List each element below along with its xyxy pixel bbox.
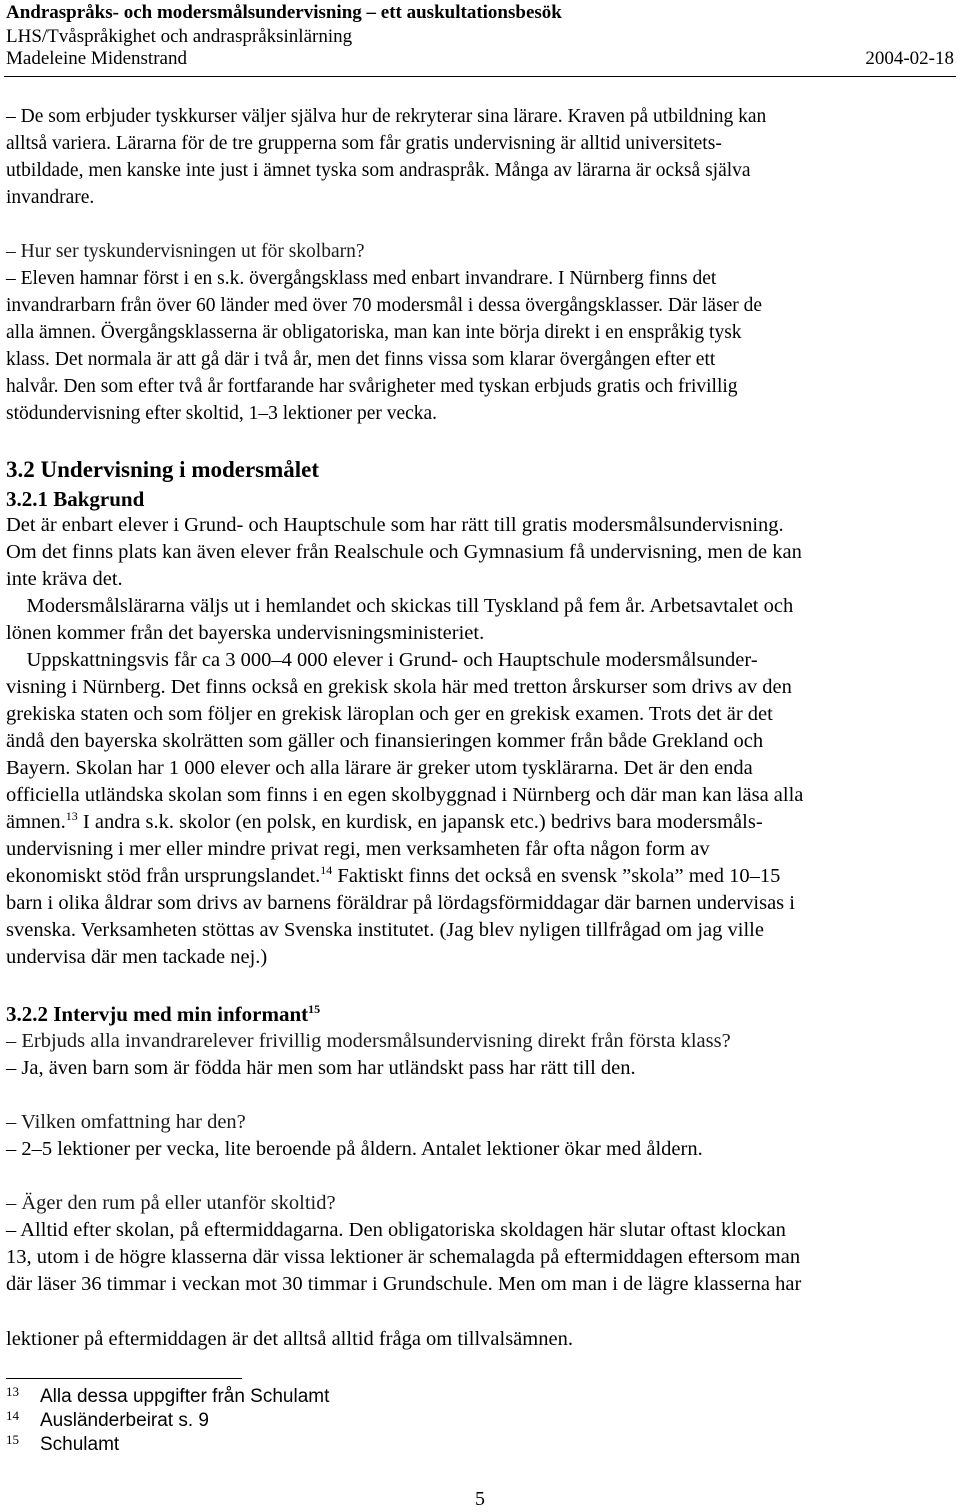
body-line: inte kräva det. [6,568,123,590]
body-line: klass. Det normala är att gå där i två år, men det finns vissa som klarar övergången efter ett [6,349,716,370]
footnote-rule [6,1378,242,1379]
document-date: 2004-02-18 [865,48,954,69]
body-line: undervisa där men tackade nej.) [6,946,268,968]
body-line: visning i Nürnberg. Det finns också en grekisk skola här med tretton årskurser som drivs av den [6,676,792,698]
answer-line: – Alltid efter skolan, på eftermiddagarna. Den obligatoriska skoldagen här slutar oftast klockan [6,1219,786,1241]
footnote [6,1410,209,1432]
body-line: alla ämnen. Övergångsklasserna är obligatoriska, man kan inte börja direkt i en enspråkig tysk [6,322,742,343]
footnote-text: Schulamt [40,1434,120,1455]
body-line: – De som erbjuder tyskkurser väljer själva hur de rekryterar sina lärare. Kraven på utbildning kan [6,106,767,127]
body-line: lönen kommer från det bayerska undervisningsministeriet. [6,622,485,644]
body-line: – Eleven hamnar först i en s.k. övergångsklass med enbart invandrare. I Nürnberg finns det [6,268,717,289]
subsection-heading [6,1002,320,1027]
body-line [6,811,763,834]
body-line: invandrare. [6,187,95,208]
question-line: – Erbjuds alla invandrarelever frivillig modersmålsundervisning direkt från första klass? [6,1030,731,1052]
footnote-number: 15 [6,1432,19,1447]
footnote-ref-14[interactable]: 14 [320,863,333,878]
body-line: Modersmålslärarna väljs ut i hemlandet och skickas till Tyskland på fem år. Arbetsavtalet och [6,595,794,617]
text-run: ämnen. [6,811,66,833]
body-line: invandrarbarn från över 60 länder med över 70 modersmål i dessa övergångsklasser. Där läser de [6,295,763,316]
body-line: stödundervisning efter skoltid, 1–3 lektioner per vecka. [6,403,438,424]
page-number: 5 [475,1488,485,1510]
footnote-ref-15[interactable]: 15 [308,1002,321,1016]
footnote [6,1386,329,1408]
body-line: svenska. Verksamheten stöttas av Svenska institutet. (Jag blev nyligen tillfrågad om jag ville [6,919,764,941]
body-line: utbildade, men kanske inte just i ämnet tyska som andraspråk. Många av lärarna är också själva [6,160,751,181]
header-rule [4,76,956,77]
text-run: ekonomiskt stöd från ursprungslandet. [6,865,321,887]
body-line: Det är enbart elever i Grund- och Hauptschule som har rätt till gratis modersmålsundervisning. [6,514,784,536]
document-title: Andraspråks- och modersmålsundervisning – ett auskultationsbesök [6,2,562,23]
author-name: Madeleine Midenstrand [6,48,187,69]
body-line: ändå den bayerska skolrätten som gäller och finansieringen kommer från både Grekland och [6,730,764,752]
body-line: Bayern. Skolan har 1 000 elever och alla lärare är greker utom tysklärarna. Det är den enda [6,757,753,779]
course-name: LHS/Tvåspråkighet och andraspråksinlärning [6,26,353,47]
body-line: grekiska staten och som följer en grekisk läroplan och ger en grekisk examen. Trots det är det [6,703,773,725]
footnote-text: Alla dessa uppgifter från Schulamt [40,1386,330,1407]
section-heading: 3.2 Undervisning i modersmålet [6,457,320,482]
body-line [6,865,780,888]
footnote-number: 13 [6,1384,19,1399]
answer-line: – Ja, även barn som är födda här men som har utländskt pass har rätt till den. [6,1057,636,1079]
body-line: barn i olika åldrar som drivs av barnens föräldrar på lördagsförmiddagar där barnen undervisas i [6,892,795,914]
footnote [6,1434,119,1456]
question-line: – Hur ser tyskundervisningen ut för skolbarn? [6,241,365,262]
question-line: – Äger den rum på eller utanför skoltid? [6,1192,336,1214]
subsection-title: 3.2.2 Intervju med min informant [6,1002,309,1026]
body-line: alltså variera. Lärarna för de tre grupperna som får gratis undervisning är alltid universitets- [6,133,722,154]
answer-line: lektioner på eftermiddagen är det alltså alltid fråga om tillvalsämnen. [6,1328,573,1350]
footnote-text: Ausländerbeirat s. 9 [40,1410,209,1431]
footnote-number: 14 [6,1408,19,1423]
body-line: undervisning i mer eller mindre privat regi, men verksamheten får ofta någon form av [6,838,710,860]
footnote-ref-13[interactable]: 13 [65,809,78,824]
text-run: I andra s.k. skolor (en polsk, en kurdisk, en japansk etc.) bedrivs bara modersmåls- [77,811,763,833]
answer-line: där läser 36 timmar i veckan mot 30 timmar i Grundschule. Men om man i de lägre klasserna har [6,1273,802,1295]
body-line: Om det finns plats kan även elever från Realschule och Gymnasium få undervisning, men de kan [6,541,802,563]
body-line: halvår. Den som efter två år fortfarande har svårigheter med tyskan erbjuds gratis och frivillig [6,376,738,397]
subsection-heading: 3.2.1 Bakgrund [6,487,145,511]
answer-line: – 2–5 lektioner per vecka, lite beroende på åldern. Antalet lektioner ökar med åldern. [6,1138,703,1160]
text-run: Faktiskt finns det också en svensk ”skola” med 10–15 [332,865,781,887]
question-line: – Vilken omfattning har den? [6,1111,246,1133]
body-line: officiella utländska skolan som finns i en egen skolbyggnad i Nürnberg och där man kan läsa alla [6,784,804,806]
body-line: Uppskattningsvis får ca 3 000–4 000 elever i Grund- och Hauptschule modersmålsunder- [6,649,758,671]
answer-line: 13, utom i de högre klasserna där vissa lektioner är schemalagda på eftermiddagen eftersom man [6,1246,801,1268]
